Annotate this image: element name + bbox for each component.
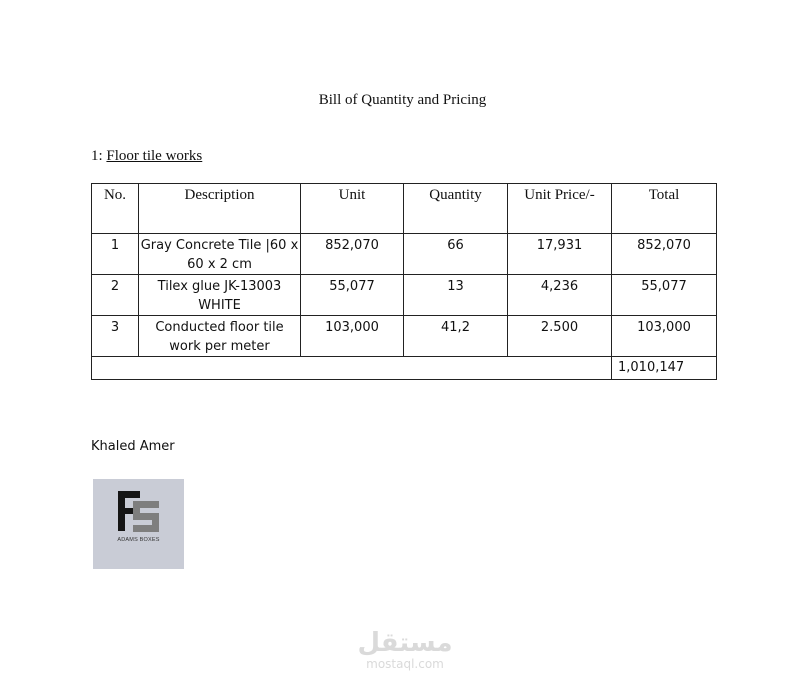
cell-quantity: 41,2 <box>404 316 508 357</box>
section-name: Floor tile works <box>106 148 203 164</box>
header-unit-price: Unit Price/- <box>508 184 612 234</box>
bill-of-quantity-table <box>91 183 717 380</box>
cell-unit: 55,077 <box>301 275 404 316</box>
cell-description: Gray Concrete Tile |60 x 60 x 2 cm <box>139 234 301 275</box>
document-title: Bill of Quantity and Pricing <box>318 92 487 108</box>
watermark <box>340 628 470 671</box>
cell-unit-price: 4,236 <box>508 275 612 316</box>
table-header-row <box>92 184 717 234</box>
company-logo <box>93 479 184 569</box>
cell-quantity: 13 <box>404 275 508 316</box>
table-row <box>92 275 717 316</box>
grand-total-spacer <box>92 357 612 380</box>
cell-unit-price: 17,931 <box>508 234 612 275</box>
header-description: Description <box>139 184 301 234</box>
logo-caption: ADAMS BOXES <box>117 537 160 543</box>
cell-no: 1 <box>92 234 139 275</box>
fs-monogram-logo-icon <box>93 479 184 539</box>
header-no: No. <box>92 184 139 234</box>
cell-total: 55,077 <box>612 275 717 316</box>
cell-unit: 103,000 <box>301 316 404 357</box>
cell-no: 2 <box>92 275 139 316</box>
cell-total: 852,070 <box>612 234 717 275</box>
header-unit: Unit <box>301 184 404 234</box>
watermark-arabic: مستقل <box>357 628 453 658</box>
cell-unit-price: 2.500 <box>508 316 612 357</box>
cell-unit: 852,070 <box>301 234 404 275</box>
header-total: Total <box>612 184 717 234</box>
cell-no: 3 <box>92 316 139 357</box>
grand-total-value: 1,010,147 <box>612 357 717 380</box>
cell-quantity: 66 <box>404 234 508 275</box>
cell-total: 103,000 <box>612 316 717 357</box>
author-name: Khaled Amer <box>91 439 175 454</box>
section-heading <box>91 148 202 165</box>
table-row <box>92 234 717 275</box>
watermark-latin: mostaql.com <box>366 657 444 671</box>
section-number: 1: <box>91 148 103 164</box>
header-quantity: Quantity <box>404 184 508 234</box>
grand-total-row <box>92 357 717 380</box>
table-row <box>92 316 717 357</box>
cell-description: Conducted floor tile work per meter <box>139 316 301 357</box>
cell-description: Tilex glue JK-13003 WHITE <box>139 275 301 316</box>
